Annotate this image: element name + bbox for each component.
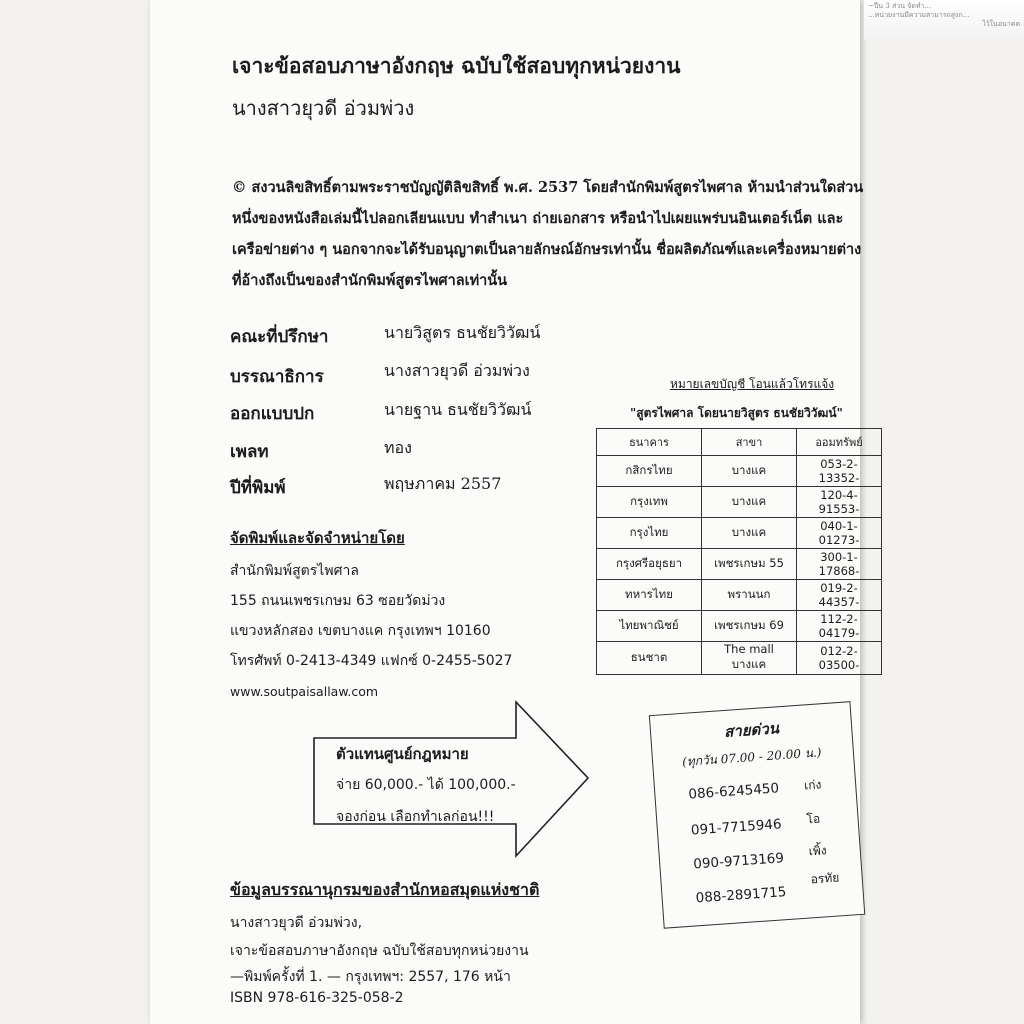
- copyright-line: ที่อ้างถึงเป็นของสำนักพิมพ์สูตรไพศาลเท่านั้น: [232, 272, 508, 289]
- credit-value-advisors: นายวิสูตร ธนชัยวิวัฒน์: [384, 323, 541, 342]
- bank-cell: กรุงศรีอยุธยา: [597, 549, 702, 580]
- copyright-line: © สงวนลิขสิทธิ์ตามพระราชบัญญัติลิขสิทธิ์ พ.ศ. 2537 โดยสำนักพิมพ์สูตรไพศาล ห้ามนำส่วนใดส่วน: [232, 179, 864, 196]
- cip-isbn: ISBN 978-616-325-058-2: [230, 990, 404, 1006]
- hotline-phone: 091-7715946: [690, 816, 783, 839]
- table-row: [597, 518, 882, 549]
- bank-cell: ทหารไทย: [597, 580, 702, 611]
- scrap-line: ~ปีน 3 ส่วน จัดทำ...: [868, 2, 932, 10]
- hotline-contact-name: โอ: [806, 811, 821, 827]
- account-number-cell: 040-1-01273-: [797, 518, 882, 549]
- table-row: [597, 487, 882, 518]
- credit-label-year: ปีที่พิมพ์: [230, 478, 286, 498]
- account-number-cell: 300-1-17868-: [797, 549, 882, 580]
- scrap-line: ไว้ในอนาคต: [982, 20, 1020, 28]
- branch-cell: เพชรเกษม 69: [702, 611, 797, 642]
- promo-call-to-action: จองก่อน เลือกทำเลก่อน!!!: [336, 809, 495, 825]
- hotline-phone: 090-9713169: [692, 850, 785, 873]
- bank-cell: กรุงเทพ: [597, 487, 702, 518]
- column-header-savings: ออมทรัพย์: [797, 429, 882, 456]
- branch-cell: พรานนก: [702, 580, 797, 611]
- scrap-line: ...หน่วยงานมีความสามารถสูงก...: [868, 11, 970, 19]
- account-number-cell: 012-2-03500-: [797, 642, 882, 675]
- copyright-line: เครือข่ายต่าง ๆ นอกจากจะได้รับอนุญาตเป็นลายลักษณ์อักษรเท่านั้น ชื่อผลิตภัณฑ์และเครื่องหมายต่าง: [232, 241, 862, 258]
- promo-title: ตัวแทนศูนย์กฎหมาย: [336, 745, 469, 763]
- account-number-cell: 053-2-13352-: [797, 456, 882, 487]
- credit-value-editor: นางสาวยุวดี อ่วมพ่วง: [384, 361, 530, 380]
- bank-cell: กรุงไทย: [597, 518, 702, 549]
- promo-price: จ่าย 60,000.- ได้ 100,000.-: [336, 777, 516, 793]
- cip-heading: ข้อมูลบรรณานุกรมของสำนักหอสมุดแห่งชาติ: [230, 880, 540, 899]
- hotline-phone: 086-6245450: [687, 780, 780, 803]
- publisher-name: สำนักพิมพ์สูตรไพศาล: [230, 563, 359, 579]
- publisher-address-1: 155 ถนนเพชรเกษม 63 ซอยวัดม่วง: [230, 593, 446, 609]
- bank-cell: ธนชาต: [597, 642, 702, 675]
- accounts-subheading: "สูตรไพศาล โดยนายวิสูตร ธนชัยวิวัฒน์": [630, 406, 843, 420]
- credit-value-year: พฤษภาคม 2557: [384, 474, 502, 493]
- publisher-phone: โทรศัพท์ 0-2413-4349 แฟกซ์ 0-2455-5027: [230, 653, 513, 669]
- accounts-heading: หมายเลขบัญชี โอนแล้วโทรแจ้ง: [670, 377, 835, 391]
- account-number-cell: 112-2-04179-: [797, 611, 882, 642]
- torn-corner-scrap: [864, 0, 1024, 40]
- table-row: [597, 456, 882, 487]
- table-row: [597, 580, 882, 611]
- hotline-box: [649, 701, 863, 926]
- account-number-cell: 120-4-91553-: [797, 487, 882, 518]
- publisher-website: www.soutpaisallaw.com: [230, 684, 379, 699]
- bank-accounts-table: [596, 428, 882, 675]
- column-header-bank: ธนาคาร: [597, 429, 702, 456]
- bank-cell: ไทยพาณิชย์: [597, 611, 702, 642]
- branch-cell: บางแค: [702, 456, 797, 487]
- branch-cell: The mall บางแค: [702, 642, 797, 675]
- cip-edition: —พิมพ์ครั้งที่ 1. — กรุงเทพฯ: 2557, 176 หน้า: [230, 969, 511, 985]
- cip-title: เจาะข้อสอบภาษาอังกฤษ ฉบับใช้สอบทุกหน่วยงาน: [230, 943, 529, 959]
- table-row: [597, 611, 882, 642]
- credit-label-editor: บรรณาธิการ: [230, 367, 324, 387]
- cip-author: นางสาวยุวดี อ่วมพ่วง,: [230, 915, 363, 931]
- publisher-address-2: แขวงหลักสอง เขตบางแค กรุงเทพฯ 10160: [230, 623, 491, 639]
- bank-cell: กสิกรไทย: [597, 456, 702, 487]
- book-author: นางสาวยุวดี อ่วมพ่วง: [232, 96, 415, 120]
- copyright-line: หนึ่งของหนังสือเล่มนี้ไปลอกเลียนแบบ ทำสำเนา ถ่ายเอกสาร หรือนำไปเผยแพร่บนอินเตอร์เน็ต และ: [232, 210, 844, 227]
- table-header-row: [597, 429, 882, 456]
- branch-cell: เพชรเกษม 55: [702, 549, 797, 580]
- hotline-phone: 088-2891715: [695, 884, 787, 907]
- column-header-branch: สาขา: [702, 429, 797, 456]
- credit-value-plate: ทอง: [384, 438, 412, 457]
- publisher-heading: จัดพิมพ์และจัดจำหน่ายโดย: [230, 529, 405, 547]
- hotline-contact-name: เพิ้ง: [808, 843, 828, 859]
- book-title: เจาะข้อสอบภาษาอังกฤษ ฉบับใช้สอบทุกหน่วยงาน: [232, 53, 681, 78]
- branch-cell: บางแค: [702, 487, 797, 518]
- hotline-contact-name: เก่ง: [803, 777, 822, 793]
- credit-value-cover: นายฐาน ธนชัยวิวัฒน์: [384, 400, 532, 419]
- credit-label-plate: เพลท: [230, 442, 269, 462]
- branch-cell: บางแค: [702, 518, 797, 549]
- account-number-cell: 019-2-44357-: [797, 580, 882, 611]
- credit-label-cover: ออกแบบปก: [230, 404, 315, 424]
- hotline-contact-name: อรทัย: [810, 870, 840, 887]
- hotline-title: สายด่วน: [723, 719, 780, 741]
- table-row: [597, 642, 882, 675]
- copyright-notice: [232, 172, 863, 296]
- table-row: [597, 549, 882, 580]
- credit-label-advisors: คณะที่ปรึกษา: [230, 327, 329, 347]
- hotline-hours: (ทุกวัน 07.00 - 20.00 น.): [681, 745, 822, 770]
